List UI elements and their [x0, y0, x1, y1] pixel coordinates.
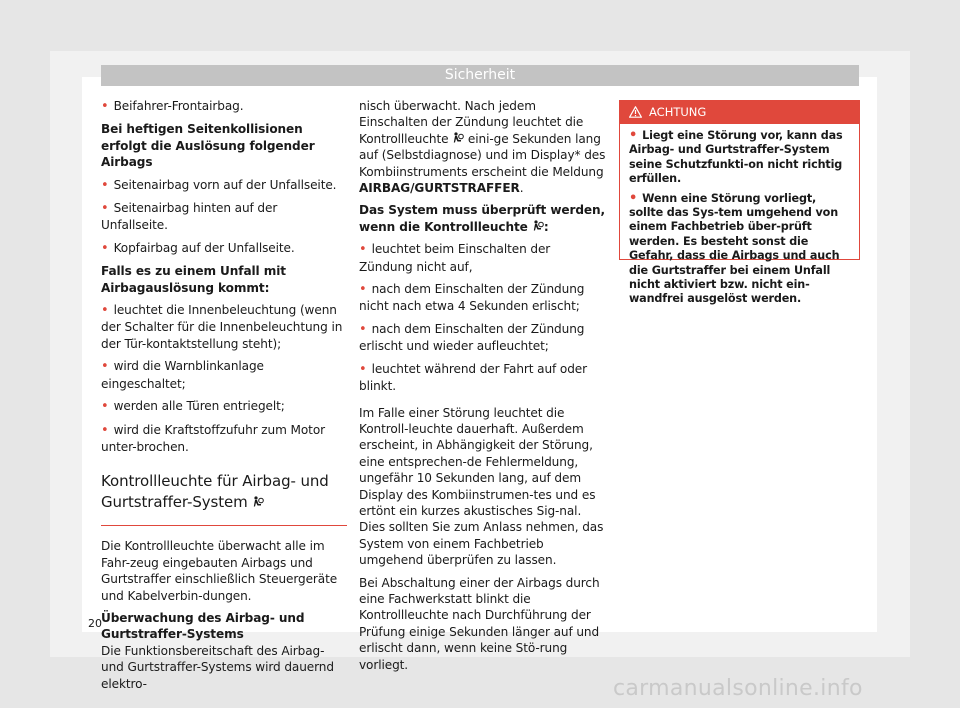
- paragraph: Bei Abschaltung einer der Airbags durch eine Fachwerkstatt blinkt die Kontrollleuchte nach Durchführung der Prüfung einige Sekunden länger auf und erlischt dann, wenn keine Stö-rung vorliegt.: [359, 575, 600, 672]
- paragraph: nisch überwacht. Nach jedem Einschalten der Zündung leuchtet die Kontrollleuchte eini-ge Sekunden lang auf (Selbstdiagnose) und im Display* des Kombiinstruments erscheint die Meldung AIRBAG/GURTSTRAFFER.: [359, 99, 606, 196]
- subheading: Bei heftigen Seitenkollisionen erfolgt die Auslösung folgender Airbags: [101, 122, 315, 170]
- warning-box: [619, 100, 860, 306]
- list-item: • wird die Warnblinkanlage eingeschaltet;: [101, 358, 347, 392]
- section-title: Kontrollleuchte für Airbag- und Gurtstraffer-System: [101, 471, 347, 526]
- list-item: • nach dem Einschalten der Zündung erlischt und wieder aufleuchtet;: [359, 321, 607, 355]
- subheading: Überwachung des Airbag- und Gurtstraffer-Systems: [101, 610, 305, 642]
- section-header: Sicherheit: [101, 65, 859, 86]
- list-item: • Beifahrer-Frontairbag.: [101, 98, 347, 115]
- list-item: • Seitenairbag vorn auf der Unfallseite.: [101, 177, 347, 194]
- list-item: • werden alle Türen entriegelt;: [101, 398, 347, 415]
- column-2: [359, 98, 607, 679]
- airbag-warning-icon: [532, 220, 544, 232]
- list-item: • leuchtet während der Fahrt auf oder blinkt.: [359, 361, 607, 395]
- list-item: • Seitenairbag hinten auf der Unfallseite.: [101, 200, 347, 234]
- warning-body: [620, 124, 859, 307]
- warning-triangle-icon: [629, 106, 642, 118]
- subheading: Falls es zu einem Unfall mit Airbagauslösung kommt:: [101, 264, 286, 295]
- list-item: • Kopfairbag auf der Unfallseite.: [101, 240, 347, 257]
- list-item: • Liegt eine Störung vor, kann das Airbag- und Gurtstraffer-System seine Schutzfunkti-on nicht richtig erfüllen.: [629, 129, 853, 187]
- list-item: • leuchtet die Innenbeleuchtung (wenn der Schalter für die Innenbeleuchtung in der Tür-kontaktstellung steht);: [101, 302, 347, 352]
- subheading: Das System muss überprüft werden, wenn die Kontrollleuchte :: [359, 203, 606, 234]
- page-number: 20: [88, 617, 102, 630]
- list-item: • leuchtet beim Einschalten der Zündung nicht auf,: [359, 241, 607, 275]
- list-item: • Wenn eine Störung vorliegt, sollte das Sys-tem umgehend von einem Fachbetrieb über-prüft werden. Es besteht sonst die Gefahr, dass die Airbags und auch die Gurtstraffer bei einem Unfall nicht aktiviert bzw. nicht ein-wandfrei ausgelöst werden.: [629, 192, 853, 307]
- paragraph: Die Kontrollleuchte überwacht alle im Fahr-zeug eingebauten Airbags und Gurtstraffer einschließlich Steuergeräte und Kabelverbin-dungen.: [101, 539, 338, 603]
- list-item: • wird die Kraftstoffzufuhr zum Motor unter-brochen.: [101, 422, 347, 456]
- airbag-warning-icon: [252, 496, 264, 508]
- column-1: [101, 98, 347, 698]
- paragraph: Im Falle einer Störung leuchtet die Kontroll-leuchte dauerhaft. Außerdem erscheint, in Abhängigkeit der Störung, eine entsprechen-de Fehlermeldung, ungefähr 10 Sekunden lang, auf dem Display des Kombiinstrumen-tes und es ertönt ein kurzes akustisches Sig-nal. Dies sollten Sie zum Anlass nehmen, das System von einem Fachbetrieb umgehend überprüfen zu lassen.: [359, 405, 604, 568]
- warning-header: [620, 101, 859, 124]
- airbag-warning-icon: [452, 132, 464, 144]
- list-item: • nach dem Einschalten der Zündung nicht nach etwa 4 Sekunden erlischt;: [359, 281, 607, 315]
- display-message: AIRBAG/GURTSTRAFFER: [359, 181, 520, 196]
- warning-title: ACHTUNG: [649, 105, 707, 119]
- watermark: carmanualsonline.info: [613, 676, 863, 701]
- paragraph: Die Funktionsbereitschaft des Airbag- und Gurtstraffer-Systems wird dauernd elektro-: [101, 643, 334, 691]
